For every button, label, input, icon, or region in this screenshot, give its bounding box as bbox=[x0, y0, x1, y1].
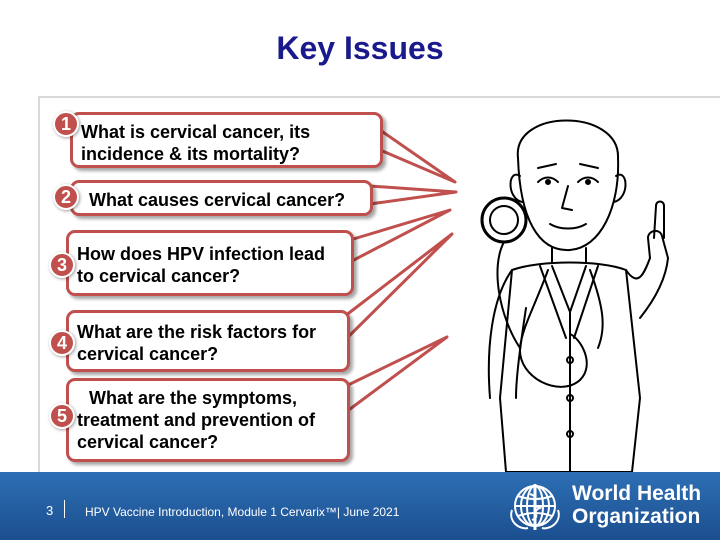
issue-3-line-1: How does HPV infection lead bbox=[77, 244, 326, 264]
who-name-line-1: World Health bbox=[572, 482, 702, 505]
issue-number-3: 3 bbox=[49, 252, 75, 278]
issue-bubble-2 bbox=[70, 180, 373, 216]
doctor-illustration bbox=[420, 98, 690, 472]
footer-separator bbox=[64, 500, 65, 518]
issue-2-line-1: What causes cervical cancer? bbox=[89, 190, 346, 210]
page-number: 3 bbox=[46, 503, 54, 518]
issue-1-line-2: incidence & its mortality? bbox=[81, 144, 301, 164]
footer-text: HPV Vaccine Introduction, Module 1 Cervarix™| June 2021 bbox=[85, 505, 400, 519]
slide-title: Key Issues bbox=[276, 30, 444, 66]
who-name bbox=[572, 482, 701, 528]
issue-number-5: 5 bbox=[49, 403, 75, 429]
issue-5-line-1: What are the symptoms, bbox=[89, 388, 298, 408]
issue-number-4: 4 bbox=[49, 330, 75, 356]
issue-number-1: 1 bbox=[53, 111, 79, 137]
issue-bubble-3 bbox=[66, 230, 354, 296]
issue-bubble-1 bbox=[70, 112, 383, 168]
issue-number-2: 2 bbox=[53, 184, 79, 210]
issue-bubble-4 bbox=[66, 310, 350, 372]
issue-3-line-2: to cervical cancer? bbox=[77, 266, 241, 286]
who-emblem-icon bbox=[506, 480, 564, 532]
issue-1-line-1: What is cervical cancer, its bbox=[81, 122, 311, 142]
issue-5-line-2: treatment and prevention of bbox=[77, 410, 316, 430]
issue-4-line-2: cervical cancer? bbox=[77, 344, 219, 364]
issue-bubble-5 bbox=[66, 378, 350, 462]
issue-4-line-1: What are the risk factors for bbox=[77, 322, 317, 342]
who-name-line-2: Organization bbox=[572, 505, 701, 528]
issue-5-line-3: cervical cancer? bbox=[77, 432, 219, 452]
